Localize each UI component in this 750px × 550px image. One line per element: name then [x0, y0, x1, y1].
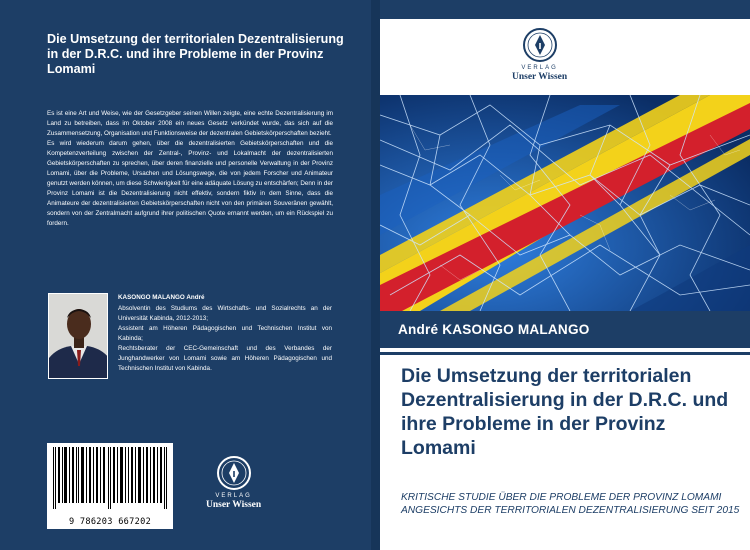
blurb-paragraph: Es wird wiederum darum gehen, über die dezentralisierten Gebietskörperschaften und die Kompetenzverteilung zwischen der Zentral-, Provinz- und Lokalmacht der dezentralisierten Gebietskörperschaften zu sprechen, über deren finanzielle und personelle Verwaltung in der Provinz Lomami, über die Probleme, Ursachen und Lösungswege, die von jedem Forscher und Animateur genutzt werden können, um diese Schwierigkeit für eine adäquate Lösung zu entschärfen; Denn in der Provinz Lomami ist die Dezentralisierung nicht effektiv, sondern fiktiv in dem Sinne, dass die Animateure der dezentralisierten Gebietskörperschaften nicht von den primären Souveränen gewählt, sondern von der Zentralmacht aufgrund ihrer politischen Quote ernannt werden, um ein Rückspiel zu fordern.	[47, 140, 333, 227]
back-cover-title: Die Umsetzung der territorialen Dezentralisierung in der D.R.C. und ihre Probleme in der Provinz Lomami	[47, 32, 344, 76]
publisher-seal-icon	[522, 27, 558, 63]
publisher-verlag: VERLAG	[215, 493, 252, 499]
barcode-bars	[51, 447, 169, 509]
spine	[371, 0, 380, 550]
author-photo	[48, 293, 108, 379]
author-bio-line: Assistent am Höheren Pädagogischen und Technischen Institut von Kabinda;	[118, 325, 332, 342]
author-bio	[118, 293, 332, 374]
blurb-paragraph: Es ist eine Art und Weise, wie der Gesetzgeber seinen Willen zeigte, eine echte Dezentralisierung im Land zu betreiben, dass im Oktober 2008 ein neues Gesetz verkündet wurde, das sich auf die Zusammensetzung, Organisation und Funktionsweise der dezentralen Gebietskörperschaften bezieht.	[47, 110, 333, 137]
divider	[380, 352, 750, 355]
author-bio-line: Absolventin des Studiums des Wirtschafts- und Sozialrechts an der Universität Kabinda, 2012-2013;	[118, 305, 332, 322]
publisher-logo-front	[512, 27, 567, 82]
isbn-barcode	[47, 443, 173, 529]
front-author-band	[380, 311, 750, 348]
front-top-bar	[380, 0, 750, 19]
publisher-name: Unser Wissen	[206, 500, 262, 510]
back-cover-blurb	[47, 109, 333, 229]
publisher-logo-back	[206, 455, 261, 510]
front-author-name: André KASONGO MALANGO	[398, 322, 590, 337]
cover-image-cracked-flag	[380, 95, 750, 311]
publisher-verlag: VERLAG	[521, 65, 558, 71]
front-cover-title: Die Umsetzung der territorialen Dezentralisierung in der D.R.C. und ihre Probleme in der Provinz Lomami	[401, 365, 729, 459]
author-bio-line: Rechtsberater der CEC-Gemeinschaft und des Verbandes der Junghandwerker von Lomami sowie am Höheren Pädagogischen und Technischen Institut von Kabinda.	[118, 345, 332, 372]
author-name: KASONGO MALANGO André	[118, 294, 205, 301]
front-cover-subtitle: KRITISCHE STUDIE ÜBER DIE PROBLEME DER PROVINZ LOMAMI ANGESICHTS DER TERRITORIALEN DEZENTRALISIERUNG SEIT 2015	[401, 492, 740, 516]
isbn-number: 9 786203 667202	[68, 517, 152, 527]
publisher-name: Unser Wissen	[512, 72, 568, 82]
publisher-seal-icon	[216, 455, 252, 491]
